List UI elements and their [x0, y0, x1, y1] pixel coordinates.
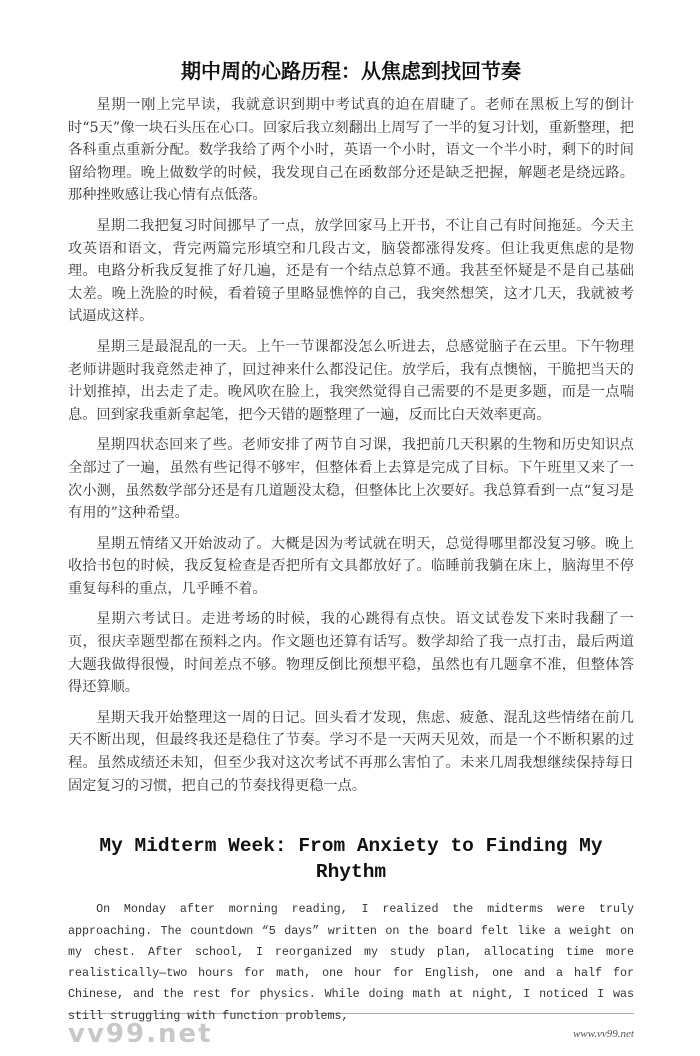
footer: [68, 1018, 634, 1056]
paragraph-friday-zh: 星期五情绪又开始波动了。大概是因为考试就在明天，总觉得哪里都没复习够。晚上收拾书包的时候，我反复检查是否把所有文具都放好了。临睡前我躺在床上，脑海里不停重复每科的重点，几乎睡不着。: [68, 535, 634, 597]
paragraph-wednesday-zh: 星期三是最混乱的一天。上午一节课都没怎么听进去，总感觉脑子在云里。下午物理老师讲题时我竟然走神了，回过神来什么都没记住。放学后，我有点懊恼，干脆把当天的计划推掉，出去走了走。晚风吹在脸上，我突然觉得自己需要的不是更多题，而是一点喘息。回到家我重新拿起笔，把今天错的题整理了一遍，反而比白天效率更高。: [68, 338, 634, 423]
chinese-body: [68, 94, 634, 797]
english-title: My Midterm Week: From Anxiety to Finding My Rhythm: [99, 835, 603, 884]
paragraph-saturday-zh: 星期六考试日。走进考场的时候，我的心跳得有点快。语文试卷发下来时我翻了一页，很庆幸题型都在预料之内。作文题也还算有话写。数学却给了我一点打击，最后两道大题我做得很慢，时间差点不够。物理反倒比预想平稳，虽然也有几题拿不准，但整体答得还算顺。: [68, 611, 634, 696]
english-body: [68, 899, 634, 1023]
watermark: vv99.net: [68, 1019, 213, 1050]
paragraph-thursday-zh: 星期四状态回来了些。老师安排了两节自习课，我把前几天积累的生物和历史知识点全部过了一遍，虽然有些记得不够牢，但整体看上去算是完成了目标。下午班里又来了一次小测，虽然数学部分还是有几道题没太稳，但整体比上次要好。我总算看到一点“复习是有用的”这种希望。: [68, 437, 634, 522]
paragraph-monday-zh: 星期一刚上完早读，我就意识到期中考试真的迫在眉睫了。老师在黑板上写的倒计时“5天”像一块石头压在心口。回家后我立刻翻出上周写了一半的复习计划，重新整理，把各科重点重新分配。数学我给了两个小时，英语一个小时，语文一个半小时，剩下的时间留给物理。晚上做数学的时候，我发现自己在函数部分还是缺乏把握，解题老是绕远路。那种挫败感让我心情有点低落。: [68, 97, 634, 204]
paragraph-tuesday-zh: 星期二我把复习时间挪早了一点，放学回家马上开书，不让自己有时间拖延。今天主攻英语和语文，背完两篇完形填空和几段古文，脑袋都涨得发疼。但让我更焦虑的是物理。电路分析我反复推了好几遍，还是有一个结点总算不通。我甚至怀疑是不是自己基础太差。晚上洗脸的时候，看着镜子里略显憔悴的自己，我突然想笑，这才几天，我就被考试逼成这样。: [68, 217, 634, 325]
paragraph-monday-en: On Monday after morning reading, I realized the midterms were truly approaching. The countdown “5 days” written on the board felt like a weight on my chest. After school, I reorganized my study plan, allocating time more realistically—two hours for math, one hour for English, one and a half for Chinese, and the rest for physics. While doing math at night, I noticed I was still struggling with function problems,: [68, 902, 634, 1023]
footer-url: www.vv99.net: [573, 1028, 634, 1041]
paragraph-sunday-zh: 星期天我开始整理这一周的日记。回头看才发现，焦虑、疲惫、混乱这些情绪在前几天不断出现，但最终我还是稳住了节奏。学习不是一天两天见效，而是一个不断积累的过程。虽然成绩还未知，但至少我对这次考试不再那么害怕了。未来几周我想继续保持每日固定复习的习惯，把自己的节奏找得更稳一点。: [68, 709, 634, 794]
chinese-title: 期中周的心路历程：从焦虑到找回节奏: [181, 59, 521, 83]
